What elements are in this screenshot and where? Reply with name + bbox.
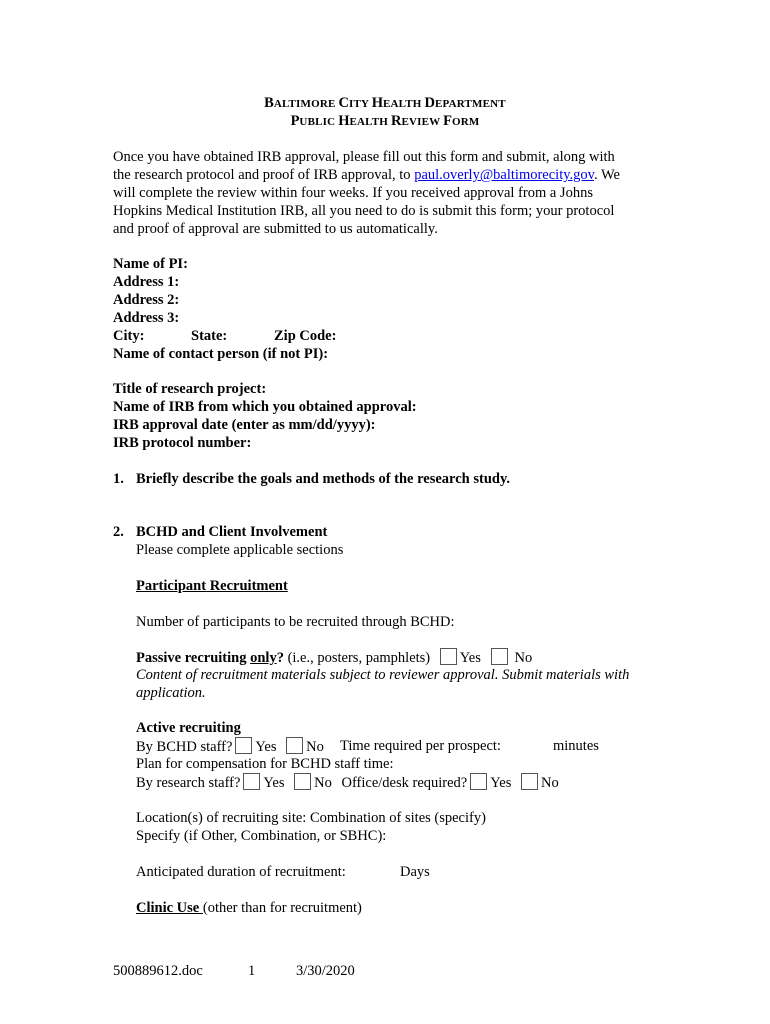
content-note-line-1: Content of recruitment materials subject to reviewer approval. Submit materials with [136, 667, 630, 683]
no-label: No [540, 775, 559, 791]
footer-doc-name: 500889612.doc [113, 963, 203, 979]
email-link[interactable]: paul.overly@baltimorecity.gov [414, 167, 594, 183]
clinic-use-note: (other than for recruitment) [202, 900, 362, 916]
header-line-2 [0, 113, 770, 130]
header-cap: H [371, 95, 383, 111]
no-label: No [514, 650, 533, 666]
header-small-caps: EVIEW [401, 116, 444, 128]
city-label: City: [113, 328, 145, 344]
yes-label: Yes [263, 775, 285, 791]
yes-label: Yes [459, 650, 481, 666]
research-staff-yes-checkbox[interactable] [243, 773, 260, 790]
header-cap: F [443, 113, 452, 129]
irb-name-label: Name of IRB from which you obtained approval: [113, 399, 417, 415]
intro-line-2 [113, 166, 620, 184]
address-2-label: Address 2: [113, 292, 180, 308]
research-staff-no-checkbox[interactable] [294, 773, 311, 790]
section-1-number: 1. [113, 471, 124, 487]
duration-label: Anticipated duration of recruitment: [136, 864, 346, 880]
header-cap: H [338, 113, 350, 129]
passive-label: Passive recruiting [136, 650, 251, 666]
clinic-use-row [136, 899, 362, 917]
footer-date: 3/30/2020 [296, 963, 355, 979]
office-yes-checkbox[interactable] [470, 773, 487, 790]
header-cap: D [424, 95, 435, 111]
header-cap: P [290, 113, 300, 129]
content-note-line-2: application. [136, 685, 206, 701]
header-small-caps: ORM [451, 116, 480, 128]
project-title-label: Title of research project: [113, 381, 267, 397]
header-cap: C [338, 95, 349, 111]
section-1-heading: Briefly describe the goals and methods of the research study. [136, 471, 511, 487]
by-research-staff-row [136, 773, 559, 792]
irb-date-label: IRB approval date (enter as mm/dd/yyyy): [113, 417, 376, 433]
header-cap: B [264, 95, 274, 111]
intro-text: the research protocol and proof of IRB approval, to [113, 167, 415, 183]
address-1-label: Address 1: [113, 274, 180, 290]
compensation-label: Plan for compensation for BCHD staff time: [136, 756, 394, 772]
contact-person-label: Name of contact person (if not PI): [113, 346, 329, 362]
no-label: No [314, 775, 332, 791]
days-label: Days [400, 864, 430, 880]
header-line-1 [0, 95, 770, 112]
yes-label: Yes [490, 775, 512, 791]
bchd-staff-no-checkbox[interactable] [286, 737, 303, 754]
intro-text: . We [593, 167, 620, 183]
minutes-label: minutes [553, 738, 599, 754]
irb-number-label: IRB protocol number: [113, 435, 252, 451]
section-2-subtitle: Please complete applicable sections [136, 542, 344, 558]
clinic-use-heading: Clinic Use [136, 900, 203, 916]
num-participants-label: Number of participants to be recruited through BCHD: [136, 614, 455, 630]
header-small-caps: UBLIC [299, 116, 339, 128]
intro-line-1: Once you have obtained IRB approval, please fill out this form and submit, along with [113, 149, 615, 165]
office-no-checkbox[interactable] [521, 773, 538, 790]
address-3-label: Address 3: [113, 310, 180, 326]
research-staff-label: By research staff? [136, 775, 241, 791]
passive-examples: (i.e., posters, pamphlets) [283, 650, 431, 666]
by-bchd-staff-row [136, 737, 324, 756]
yes-label: Yes [255, 739, 277, 755]
zip-label: Zip Code: [274, 328, 337, 344]
footer-page-number: 1 [248, 963, 256, 979]
header-small-caps: EPARTMENT [434, 98, 506, 110]
passive-recruiting-row [136, 648, 532, 667]
pi-name-label: Name of PI: [113, 256, 188, 272]
active-recruiting-heading: Active recruiting [136, 720, 241, 736]
passive-yes-checkbox[interactable] [440, 648, 457, 665]
bchd-staff-yes-checkbox[interactable] [235, 737, 252, 754]
location-label: Location(s) of recruiting site: Combination of sites (specify) [136, 810, 486, 826]
passive-no-checkbox[interactable] [491, 648, 508, 665]
by-staff-label: By BCHD staff? [136, 739, 233, 755]
passive-question: ? [276, 650, 284, 666]
recruitment-heading: Participant Recruitment [136, 578, 288, 594]
header-small-caps: EALTH [383, 98, 425, 110]
header-cap: R [390, 113, 402, 129]
office-required-label: Office/desk required? [341, 775, 468, 791]
time-required-label: Time required per prospect: [340, 738, 501, 754]
specify-label: Specify (if Other, Combination, or SBHC): [136, 828, 387, 844]
section-2-number: 2. [113, 524, 124, 540]
header-small-caps: ALTIMORE [273, 98, 339, 110]
state-label: State: [191, 328, 228, 344]
section-2-heading: BCHD and Client Involvement [136, 524, 328, 540]
no-label: No [306, 739, 324, 755]
intro-line-3: will complete the review within four weeks. If you received approval from a Johns [113, 185, 593, 201]
intro-line-5: and proof of approval are submitted to us automatically. [113, 221, 438, 237]
passive-only: only [250, 650, 277, 666]
header-small-caps: ITY [349, 98, 372, 110]
intro-line-4: Hopkins Medical Institution IRB, all you need to do is submit this form; your protocol [113, 203, 615, 219]
header-small-caps: EALTH [349, 116, 391, 128]
